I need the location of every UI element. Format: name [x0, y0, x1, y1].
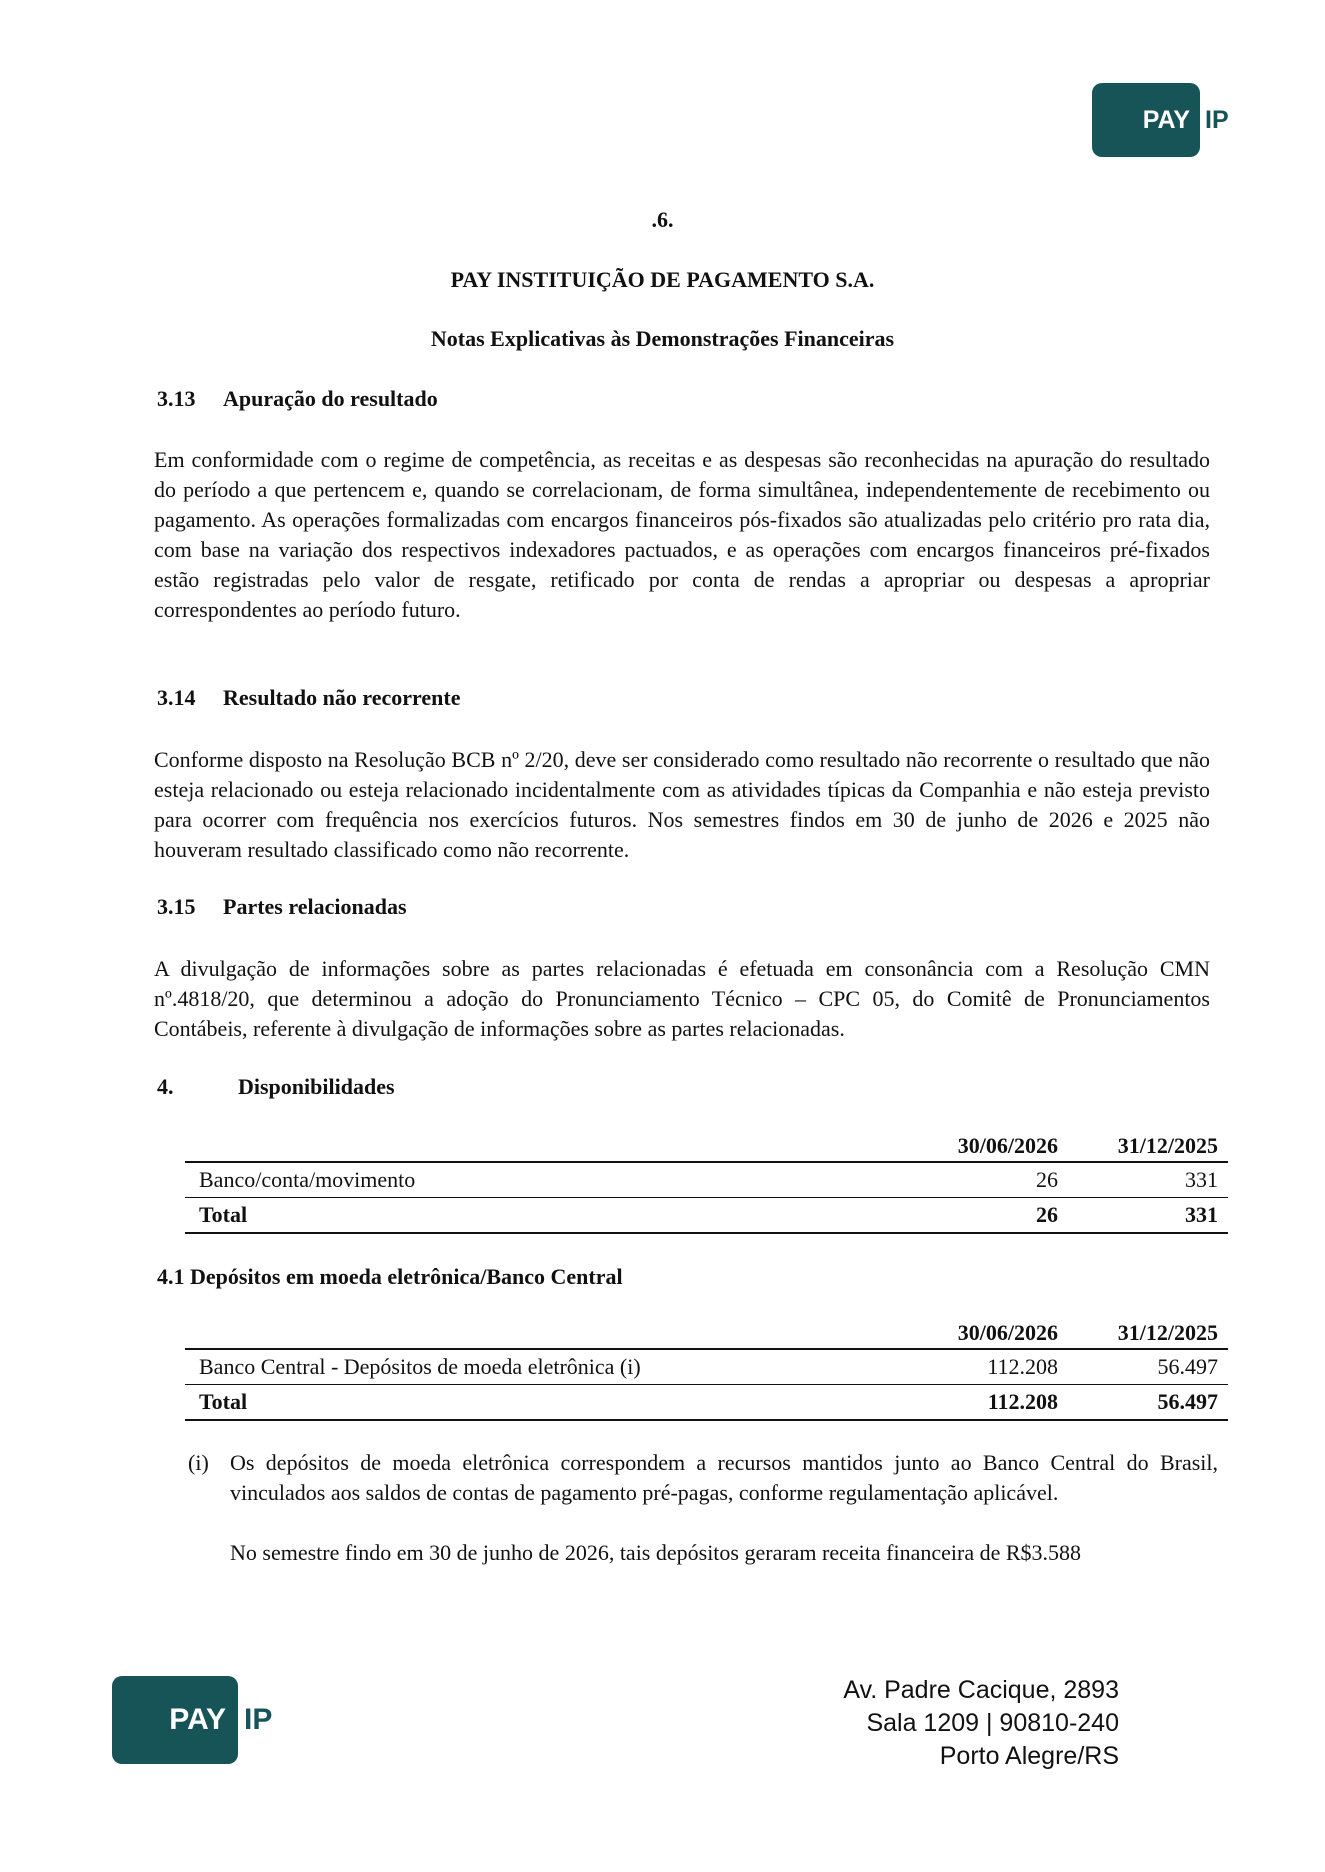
- row-value: 112.208: [918, 1349, 1068, 1385]
- section-number: 3.15: [157, 894, 196, 919]
- logo-box: PAY: [1092, 83, 1200, 157]
- column-header: 30/06/2026: [918, 1318, 1068, 1349]
- footnote-i: [188, 1448, 1218, 1568]
- address-line: Av. Padre Cacique, 2893: [843, 1676, 1119, 1704]
- table-header-row: [185, 1131, 1228, 1162]
- logo-ip-text: IP: [244, 1703, 273, 1736]
- section-title: Partes relacionadas: [223, 894, 407, 919]
- payip-logo-top: [1092, 83, 1229, 157]
- row-value: 26: [918, 1162, 1068, 1198]
- section-number: 4.: [157, 1074, 174, 1099]
- section-4-1-heading: 4.1 Depósitos em moeda eletrônica/Banco Central: [157, 1264, 623, 1289]
- table-header-blank: [185, 1318, 918, 1349]
- footer-address: [843, 1674, 1119, 1773]
- total-label: Total: [185, 1198, 918, 1234]
- total-value: 26: [918, 1198, 1068, 1234]
- section-number: 3.13: [157, 386, 196, 411]
- total-value: 56.497: [1068, 1385, 1228, 1421]
- section-3-14-text: Conforme disposto na Resolução BCB nº 2/20, deve ser considerado como resultado não recorrente o resultado que não esteja relacionado ou esteja relacionado incidentalmente com as atividades típicas da Companhia e não esteja previsto para ocorrer com frequência nos exercícios futuros. Nos semestres findos em 30 de junho de 2026 e 2025 não houveram resultado classificado como não recorrente.: [154, 747, 1210, 862]
- total-value: 112.208: [918, 1385, 1068, 1421]
- section-3-15-heading: [157, 894, 407, 920]
- disponibilidades-table: [185, 1131, 1228, 1234]
- page-number: .6.: [651, 207, 674, 232]
- section-number: 3.14: [157, 685, 196, 710]
- row-label: Banco Central - Depósitos de moeda eletrônica (i): [185, 1349, 918, 1385]
- section-3-13-heading: [157, 386, 438, 412]
- section-3-14-heading: [157, 685, 460, 711]
- logo-box: PAY: [112, 1676, 238, 1764]
- table-row: [185, 1349, 1228, 1385]
- document-subtitle: Notas Explicativas às Demonstrações Financeiras: [430, 326, 895, 351]
- company-title: PAY INSTITUIÇÃO DE PAGAMENTO S.A.: [450, 267, 875, 292]
- footnote-text: Os depósitos de moeda eletrônica correspondem a recursos mantidos junto ao Banco Central do Brasil, vinculados aos saldos de contas de pagamento pré-pagas, conforme regulamentação aplicável.: [230, 1450, 1218, 1505]
- address-line: Sala 1209 | 90810-240: [866, 1709, 1119, 1737]
- section-3-15-text: A divulgação de informações sobre as partes relacionadas é efetuada em consonância com a Resolução CMN nº.4818/20, que determinou a adoção do Pronunciamento Técnico – CPC 05, do Comitê de Pronunciamentos Contábeis, referente à divulgação de informações sobre as partes relacionadas.: [154, 956, 1210, 1041]
- column-header: 31/12/2025: [1068, 1318, 1228, 1349]
- table-header-row: [185, 1318, 1228, 1349]
- table-total-row: [185, 1385, 1228, 1421]
- address-line: Porto Alegre/RS: [939, 1742, 1119, 1770]
- row-label: Banco/conta/movimento: [185, 1162, 918, 1198]
- footnote-marker: (i): [188, 1450, 209, 1475]
- section-title: Resultado não recorrente: [223, 685, 461, 710]
- row-value: 331: [1068, 1162, 1228, 1198]
- table-row: [185, 1162, 1228, 1198]
- total-label: Total: [185, 1385, 918, 1421]
- row-value: 56.497: [1068, 1349, 1228, 1385]
- section-title: Apuração do resultado: [223, 386, 438, 411]
- column-header: 31/12/2025: [1068, 1131, 1228, 1162]
- column-header: 30/06/2026: [918, 1131, 1068, 1162]
- section-3-13-text: Em conformidade com o regime de competência, as receitas e as despesas são reconhecidas na apuração do resultado do período a que pertencem e, quando se correlacionam, de forma simultânea, independentemente de recebimento ou pagamento. As operações formalizadas com encargos financeiros pós-fixados são atualizadas pelo critério pro rata dia, com base na variação dos respectivos indexadores pactuados, e as operações com encargos financeiros pré-fixados estão registradas pelo valor de resgate, retificado por conta de rendas a apropriar ou despesas a apropriar correspondentes ao período futuro.: [154, 447, 1210, 622]
- total-value: 331: [1068, 1198, 1228, 1234]
- table-header-blank: [185, 1131, 918, 1162]
- depositos-table: [185, 1318, 1228, 1421]
- logo-ip-text: IP: [1205, 105, 1229, 134]
- table-total-row: [185, 1198, 1228, 1234]
- payip-logo-bottom: [112, 1676, 272, 1764]
- section-title: Disponibilidades: [238, 1074, 395, 1099]
- section-4-heading: [157, 1074, 395, 1100]
- footnote-text-2: No semestre findo em 30 de junho de 2026, tais depósitos geraram receita financeira de R$3.588: [230, 1540, 1082, 1565]
